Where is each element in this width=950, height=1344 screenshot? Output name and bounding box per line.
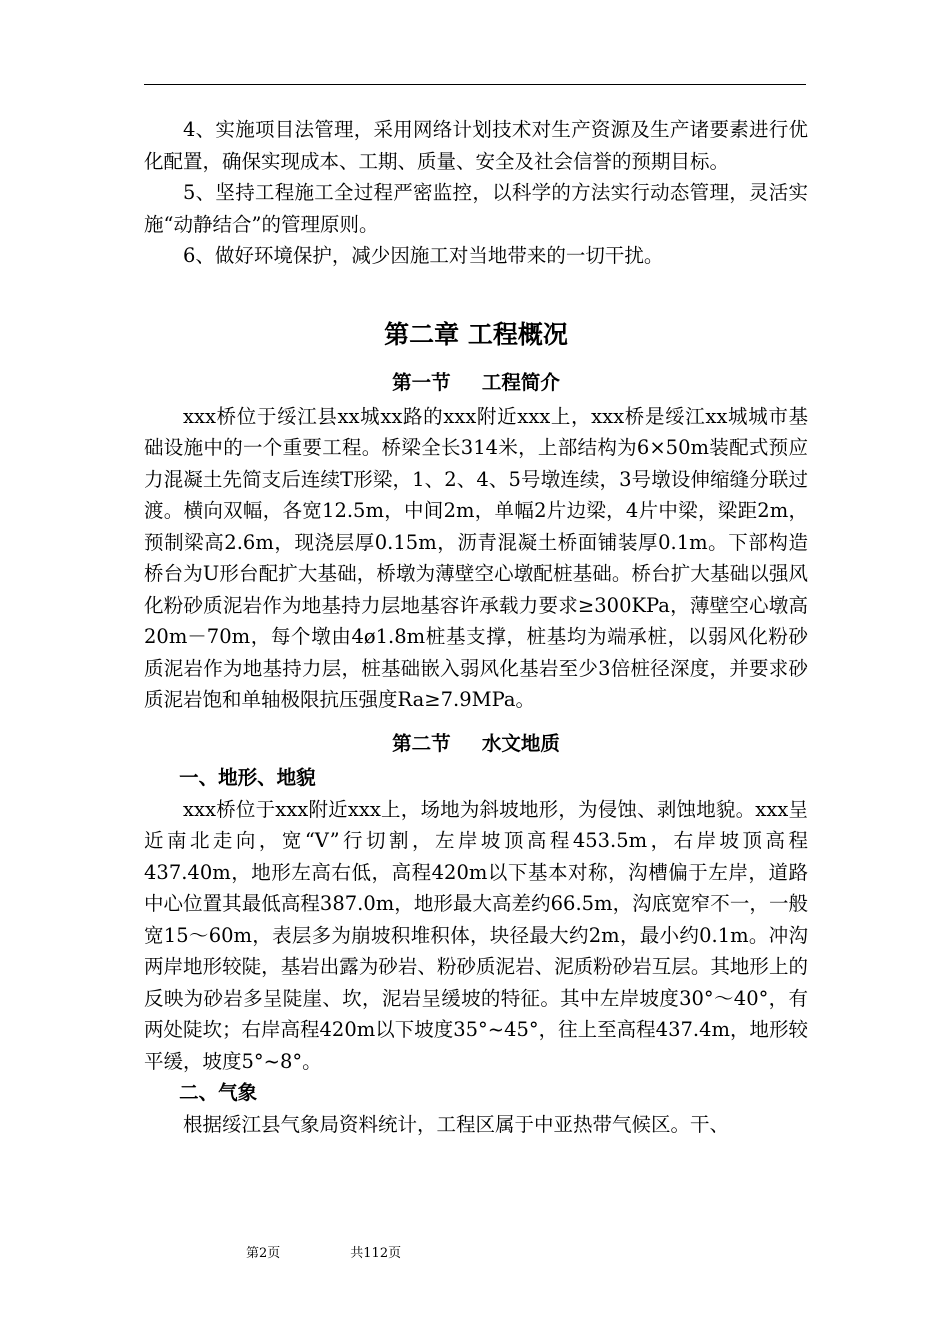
page-footer <box>246 1245 401 1263</box>
chapter-title: 第二章 工程概况 <box>384 319 568 349</box>
page-total: 共112页 <box>350 1246 402 1261</box>
header-rule <box>144 84 806 85</box>
section-title: 工程简介 <box>481 370 560 394</box>
intro-paragraph-5: 5、坚持工程施工全过程严密监控，以科学的方法实行动态管理，灵活实施“动静结合”的管理原则。 <box>144 181 808 236</box>
intro-paragraph-6: 6、做好环境保护，减少因施工对当地带来的一切干扰。 <box>183 244 664 267</box>
section-title: 水文地质 <box>481 731 560 755</box>
section1-paragraph: xxx桥位于绥江县xx城xx路的xxx附近xxx上，xxx桥是绥江xx城城市基础设施中的一个重要工程。桥梁全长314米，上部结构为6×50m装配式预应力混凝土先简支后连续T形梁，1、2、4、5号墩连续，3号墩设伸缩缝分联过渡。横向双幅，各宽12.5m，中间2m，单幅2片边梁，4片中梁，梁距2m，预制梁高2.6m，现浇层厚0.15m，沥青混凝土桥面铺装厚0.1m。下部构造桥台为U形台配扩大基础，桥墩为薄壁空心墩配桩基础。桥台扩大基础以强风化粉砂质泥岩作为地基持力层地基容许承载力要求≥300KPa，薄壁空心墩高20m－70m，每个墩由4ø1.8m桩基支撑，桩基均为端承桩，以弱风化粉砂质泥岩作为地基持力层，桩基础嵌入弱风化基岩至少3倍桩径深度，并要求砂质泥岩饱和单轴极限抗压强度Ra≥7.9MPa。 <box>144 404 808 711</box>
subheading-terrain: 一、地形、地貌 <box>179 765 316 789</box>
section-heading-1 <box>144 367 808 399</box>
page-number: 第2页 <box>246 1246 281 1261</box>
section-number: 第二节 <box>392 731 451 755</box>
weather-paragraph: 根据绥江县气象局资料统计，工程区属于中亚热带气候区。干、 <box>183 1113 730 1136</box>
terrain-paragraph: xxx桥位于xxx附近xxx上，场地为斜坡地形，为侵蚀、剥蚀地貌。xxx呈近南北走向，宽“V”行切割，左岸坡顶高程453.5m，右岸坡顶高程437.40m，地形左高右低，高程420m以下基本对称，沟槽偏于左岸，道路中心位置其最低高程387.0m，地形最大高差约66.5m，沟底宽窄不一，一般宽15～60m，表层多为崩坡积堆积体，块径最大约2m，最小约0.1m。冲沟两岸地形较陡，基岩出露为砂岩、粉砂质泥岩、泥质粉砂岩互层。其地形上的反映为砂岩多呈陡崖、坎，泥岩呈缓坡的特征。其中左岸坡度30°～40°，有两处陡坎；右岸高程420m以下坡度35°~45°，往上至高程437.4m，地形较平缓，坡度5°~8°。 <box>144 797 808 1073</box>
section-heading-2 <box>144 728 808 760</box>
intro-paragraph-4: 4、实施项目法管理，采用网络计划技术对生产资源及生产诸要素进行优化配置，确保实现成本、工期、质量、安全及社会信誉的预期目标。 <box>144 118 808 173</box>
subheading-weather: 二、气象 <box>179 1081 258 1104</box>
document-body <box>144 114 808 1141</box>
section-number: 第一节 <box>392 370 451 394</box>
